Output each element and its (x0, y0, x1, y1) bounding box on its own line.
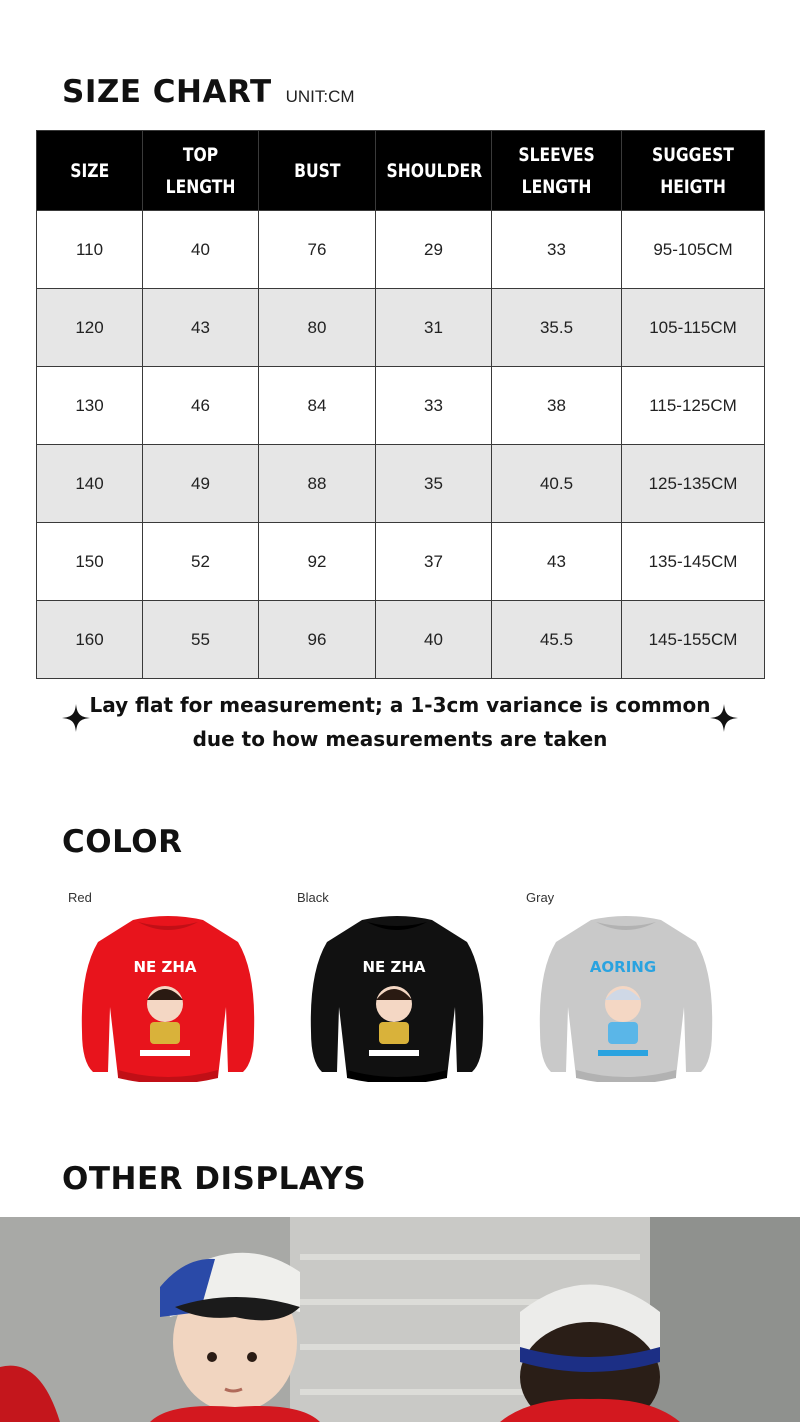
table-cell-size: 140 (37, 445, 143, 523)
table-cell-top-length: 40 (143, 211, 259, 289)
table-row (37, 445, 765, 523)
table-cell-top-length: 55 (143, 601, 259, 679)
table-cell-bust: 84 (259, 367, 376, 445)
table-cell-suggest-height: 95-105CM (622, 211, 765, 289)
other-displays-title: OTHER DISPLAYS (62, 1161, 367, 1197)
table-cell-shoulder: 29 (376, 211, 492, 289)
table-cell-bust: 80 (259, 289, 376, 367)
header-text: SHOULDER (386, 159, 483, 182)
table-cell-top-length: 52 (143, 523, 259, 601)
table-cell-shoulder: 37 (376, 523, 492, 601)
table-cell-size: 160 (37, 601, 143, 679)
print-text: NE ZHA (133, 958, 197, 976)
table-cell-top-length: 46 (143, 367, 259, 445)
table-row (37, 523, 765, 601)
table-cell-size: 150 (37, 523, 143, 601)
header-text: LENGTH (165, 175, 236, 198)
size-chart-heading (62, 74, 355, 110)
column-header-bust (259, 131, 376, 211)
header-text: SUGGEST (652, 143, 734, 166)
color-swatch-black[interactable] (297, 890, 497, 1090)
table-cell-sleeves-length: 38 (492, 367, 622, 445)
table-row (37, 289, 765, 367)
header-text: LENGTH (521, 175, 592, 198)
color-section-title: COLOR (62, 824, 183, 860)
table-cell-sleeves-length: 33 (492, 211, 622, 289)
table-cell-top-length: 43 (143, 289, 259, 367)
table-cell-shoulder: 35 (376, 445, 492, 523)
table-cell-size: 130 (37, 367, 143, 445)
table-cell-shoulder: 31 (376, 289, 492, 367)
header-text: HEIGTH (660, 175, 726, 198)
column-header-shoulder (376, 131, 492, 211)
table-cell-bust: 76 (259, 211, 376, 289)
table-cell-suggest-height: 145-155CM (622, 601, 765, 679)
note-line-2: due to how measurements are taken (192, 727, 608, 751)
table-cell-sleeves-length: 40.5 (492, 445, 622, 523)
table-cell-size: 110 (37, 211, 143, 289)
table-row (37, 601, 765, 679)
measurement-note (60, 688, 740, 756)
column-header-top-length (143, 131, 259, 211)
swatch-label: Black (297, 890, 329, 905)
print-text: AORING (589, 958, 657, 976)
color-swatch-red[interactable] (68, 890, 268, 1090)
header-text: SLEEVES (518, 143, 595, 166)
table-cell-suggest-height: 115-125CM (622, 367, 765, 445)
table-cell-bust: 88 (259, 445, 376, 523)
sweatshirt-image (536, 912, 716, 1082)
table-cell-shoulder: 33 (376, 367, 492, 445)
column-header-suggest-height (622, 131, 765, 211)
swatch-label: Red (68, 890, 92, 905)
table-cell-bust: 96 (259, 601, 376, 679)
display-photo (0, 1217, 800, 1422)
print-text: NE ZHA (362, 958, 426, 976)
table-header-row (37, 131, 765, 211)
swatch-label: Gray (526, 890, 555, 905)
table-cell-sleeves-length: 45.5 (492, 601, 622, 679)
table-cell-shoulder: 40 (376, 601, 492, 679)
table-body (37, 211, 765, 679)
note-line-1: Lay flat for measurement; a 1-3cm variance is common (89, 693, 711, 717)
size-chart-title: SIZE CHART (62, 74, 272, 110)
size-table (36, 130, 765, 679)
table-row (37, 211, 765, 289)
table-cell-top-length: 49 (143, 445, 259, 523)
table-cell-suggest-height: 105-115CM (622, 289, 765, 367)
sweatshirt-image (307, 912, 487, 1082)
table-cell-sleeves-length: 35.5 (492, 289, 622, 367)
header-text: SIZE (70, 159, 109, 182)
column-header-sleeves-length (492, 131, 622, 211)
unit-label: UNIT:CM (285, 87, 355, 106)
table-cell-size: 120 (37, 289, 143, 367)
table-cell-sleeves-length: 43 (492, 523, 622, 601)
color-swatch-gray[interactable] (526, 890, 726, 1090)
photo-illustration (0, 1217, 800, 1422)
table-cell-suggest-height: 135-145CM (622, 523, 765, 601)
header-text: TOP (182, 143, 219, 166)
column-header-size (37, 131, 143, 211)
table-row (37, 367, 765, 445)
table-cell-bust: 92 (259, 523, 376, 601)
table-cell-suggest-height: 125-135CM (622, 445, 765, 523)
sweatshirt-image (78, 912, 258, 1082)
header-text: BUST (293, 159, 341, 182)
